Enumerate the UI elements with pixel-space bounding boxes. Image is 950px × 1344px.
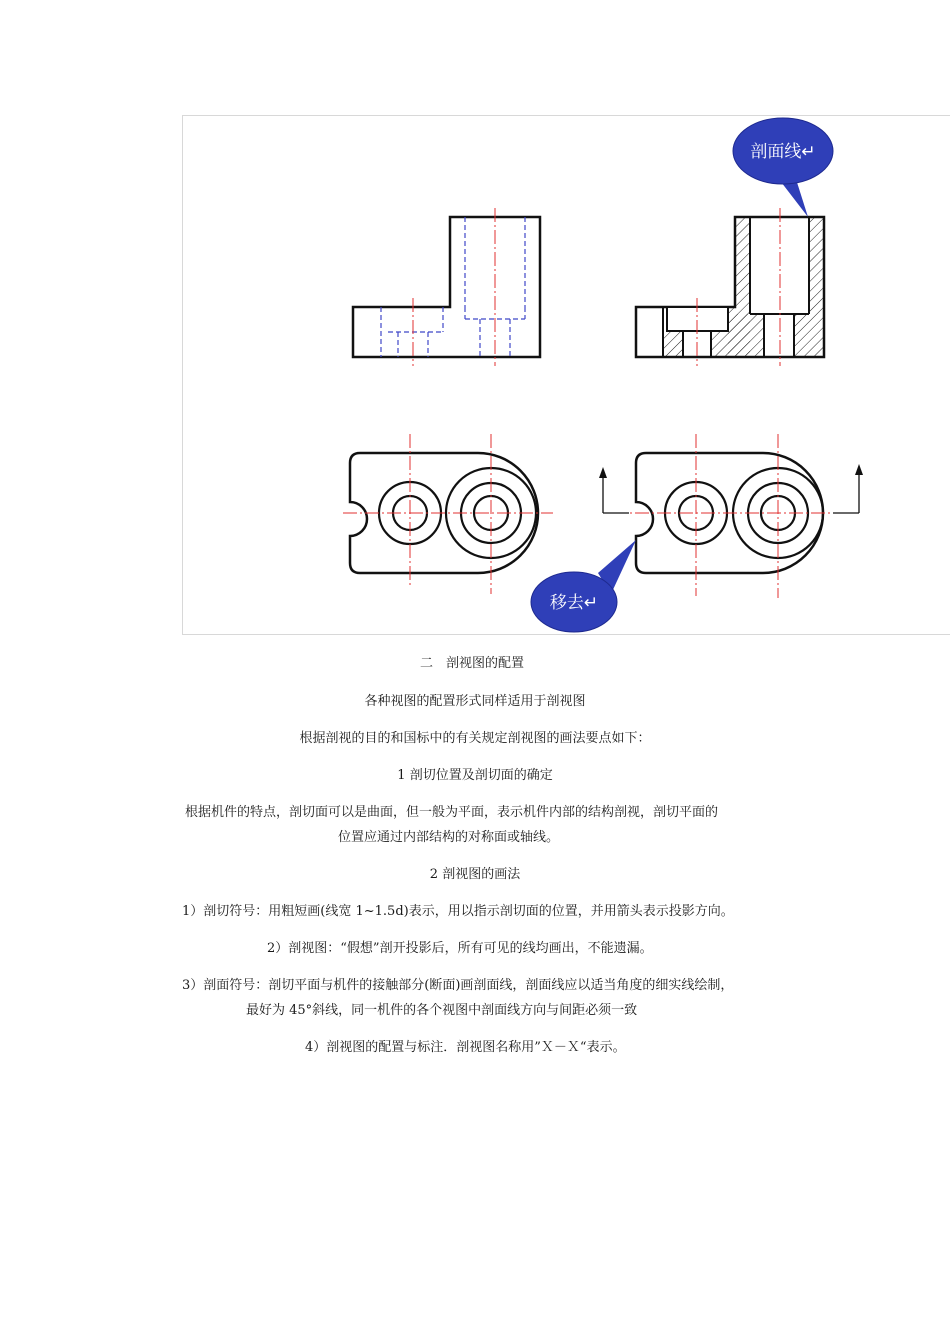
list-item: 最好为 45°斜线，同一机件的各个视图中剖面线方向与间距必须一致	[246, 1003, 638, 1018]
callout-removed	[531, 540, 636, 632]
callout-section-line	[733, 118, 833, 217]
paragraph-line: 根据机件的特点，剖切面可以是曲面，但一般为平面，表示机件内部的结构剖视，剖切平面的	[185, 805, 719, 820]
subheading: 1 剖切位置及剖切面的确定	[397, 768, 553, 783]
top-view-exterior	[343, 434, 553, 594]
callout-removed-label: 移去↵	[549, 593, 599, 613]
section-view-figure	[182, 115, 950, 635]
text-line: 根据剖视的目的和国标中的有关规定剖视图的画法要点如下：	[299, 731, 651, 746]
list-item: 1）剖切符号：用粗短画(线宽 1~1.5d)表示，用以指示剖切面的位置，并用箭头表示投影方向。	[182, 904, 734, 919]
section-heading: 二 剖视图的配置	[420, 656, 525, 671]
list-item: 2）剖视图：“假想”剖开投影后，所有可见的线均画出，不能遗漏。	[267, 941, 653, 956]
subheading: 2 剖视图的画法	[429, 867, 521, 882]
callout-section-line-label: 剖面线↵	[750, 142, 816, 162]
front-view-exterior	[353, 208, 540, 366]
drawing-canvas	[183, 116, 950, 636]
front-view-section	[636, 208, 824, 366]
list-item: 3）剖面符号：剖切平面与机件的接触部分(断面)画剖面线，剖面线应以适当角度的细实线绘制，	[182, 978, 734, 993]
hidden-lines	[381, 217, 525, 357]
list-item: 4）剖视图的配置与标注．剖视图名称用”Ｘ－Ｘ“表示。	[305, 1040, 626, 1055]
section-hatching	[663, 217, 824, 357]
text-line: 各种视图的配置形式同样适用于剖视图	[364, 694, 586, 709]
arrow-up-icon	[855, 464, 863, 475]
paragraph-line: 位置应通过内部结构的对称面或轴线。	[338, 830, 560, 845]
arrow-up-icon	[599, 467, 607, 478]
top-view-section	[599, 434, 863, 598]
center-lines	[413, 208, 495, 366]
